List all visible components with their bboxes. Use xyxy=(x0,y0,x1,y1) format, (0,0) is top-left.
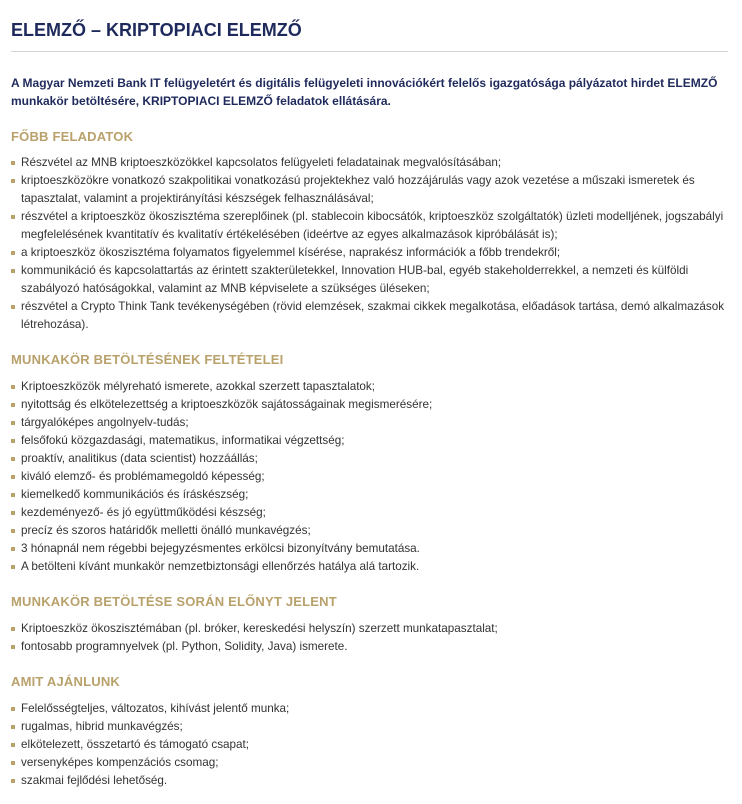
square-bullet-icon xyxy=(11,475,15,479)
list-item-text: Kriptoeszközök mélyreható ismerete, azokkal szerzett tapasztalatok; xyxy=(21,380,376,393)
list-item xyxy=(11,558,731,576)
list-item xyxy=(11,154,731,172)
square-bullet-icon xyxy=(11,707,15,711)
list-item-text: részvétel a kriptoeszköz ökoszisztéma szereplőinek (pl. stablecoin kibocsátók, kriptoeszköz szolgáltatók) üzleti modelljének, jogszabályi megfelelésének kvantitatív és kvalitatív értékelésében (ideértve az egyes alkalmazások kipróbálását is); xyxy=(21,210,724,241)
page-title: ELEMZŐ – KRIPTOPIACI ELEMZŐ xyxy=(11,0,728,52)
list-item xyxy=(11,754,731,772)
list-item xyxy=(11,718,731,736)
main-tasks-section xyxy=(11,129,731,334)
list-item-text: tárgyalóképes angolnyelv-tudás; xyxy=(21,416,189,429)
requirements-section xyxy=(11,352,731,576)
square-bullet-icon xyxy=(11,493,15,497)
list-item-text: kriptoeszközökre vonatkozó szakpolitikai vonatkozású projektekhez való hozzájárulás vagy azok vezetése a műszaki ismeretek és tapasztalat, valamint a projektirányítási készségek felhasználásával; xyxy=(21,174,695,205)
square-bullet-icon xyxy=(11,645,15,649)
bullet-list xyxy=(11,700,731,790)
list-item xyxy=(11,772,731,790)
list-item-text: nyitottság és elkötelezettség a kriptoeszközök sajátosságainak megismerésére; xyxy=(21,398,433,411)
list-item-text: kiváló elemző- és problémamegoldó képesség; xyxy=(21,470,265,483)
square-bullet-icon xyxy=(11,269,15,273)
square-bullet-icon xyxy=(11,457,15,461)
list-item xyxy=(11,298,731,334)
list-item xyxy=(11,504,731,522)
list-item-text: rugalmas, hibrid munkavégzés; xyxy=(21,720,183,733)
sections-container xyxy=(11,129,731,790)
square-bullet-icon xyxy=(11,179,15,183)
list-item-text: felsőfokú közgazdasági, matematikus, informatikai végzettség; xyxy=(21,434,345,447)
square-bullet-icon xyxy=(11,547,15,551)
list-item-text: versenyképes kompenzációs csomag; xyxy=(21,756,219,769)
list-item xyxy=(11,450,731,468)
list-item-text: a kriptoeszköz ökoszisztéma folyamatos figyelemmel kísérése, naprakész információk a főbb trendekről; xyxy=(21,246,561,259)
section-heading: FŐBB FELADATOK xyxy=(11,129,134,144)
square-bullet-icon xyxy=(11,565,15,569)
list-item-text: Részvétel az MNB kriptoeszközökkel kapcsolatos felügyeleti feladatainak megvalósításában; xyxy=(21,156,502,169)
square-bullet-icon xyxy=(11,725,15,729)
list-item xyxy=(11,378,731,396)
list-item xyxy=(11,172,731,208)
list-item xyxy=(11,432,731,450)
square-bullet-icon xyxy=(11,385,15,389)
list-item xyxy=(11,208,731,244)
square-bullet-icon xyxy=(11,529,15,533)
list-item-text: részvétel a Crypto Think Tank tevékenységében (rövid elemzések, szakmai cikkek megalkotása, előadások tartása, demó alkalmazások létrehozása). xyxy=(21,300,725,331)
list-item xyxy=(11,396,731,414)
square-bullet-icon xyxy=(11,627,15,631)
square-bullet-icon xyxy=(11,215,15,219)
list-item xyxy=(11,414,731,432)
square-bullet-icon xyxy=(11,743,15,747)
list-item-text: proaktív, analitikus (data scientist) hozzáállás; xyxy=(21,452,258,465)
list-item xyxy=(11,486,731,504)
list-item xyxy=(11,244,731,262)
list-item-text: 3 hónapnál nem régebbi bejegyzésmentes erkölcsi bizonyítvány bemutatása. xyxy=(21,542,420,555)
list-item xyxy=(11,540,731,558)
square-bullet-icon xyxy=(11,511,15,515)
bullet-list xyxy=(11,620,731,656)
list-item-text: precíz és szoros határidők melletti önálló munkavégzés; xyxy=(21,524,311,537)
list-item-text: Kriptoeszköz ökoszisztémában (pl. bróker, kereskedési helyszín) szerzett munkatapasztalat; xyxy=(21,622,498,635)
square-bullet-icon xyxy=(11,439,15,443)
list-item xyxy=(11,736,731,754)
square-bullet-icon xyxy=(11,761,15,765)
square-bullet-icon xyxy=(11,305,15,309)
list-item xyxy=(11,700,731,718)
square-bullet-icon xyxy=(11,403,15,407)
section-heading: AMIT AJÁNLUNK xyxy=(11,674,120,689)
section-heading: MUNKAKÖR BETÖLTÉSÉNEK FELTÉTELEI xyxy=(11,352,284,367)
list-item-text: fontosabb programnyelvek (pl. Python, Solidity, Java) ismerete. xyxy=(21,640,348,653)
bullet-list xyxy=(11,154,731,334)
square-bullet-icon xyxy=(11,421,15,425)
list-item-text: kezdeményező- és jó együttműködési készség; xyxy=(21,506,266,519)
list-item-text: kiemelkedő kommunikációs és íráskészség; xyxy=(21,488,249,501)
list-item-text: szakmai fejlődési lehetőség. xyxy=(21,774,168,787)
list-item xyxy=(11,638,731,656)
square-bullet-icon xyxy=(11,779,15,783)
intro-text: A Magyar Nemzeti Bank IT felügyeletért és digitális felügyeleti innovációkért felelős igazgatósága pályázatot hirdet ELEMZŐ munkakör betöltésére, KRIPTOPIACI ELEMZŐ feladatok ellátására. xyxy=(11,76,718,108)
square-bullet-icon xyxy=(11,161,15,165)
list-item xyxy=(11,522,731,540)
advantages-section xyxy=(11,594,731,656)
section-heading: MUNKAKÖR BETÖLTÉSE SORÁN ELŐNYT JELENT xyxy=(11,594,337,609)
list-item-text: kommunikáció és kapcsolattartás az érintett szakterületekkel, Innovation HUB-bal, egyéb stakeholderrekkel, a nemzeti és külföldi szabályozó hatóságokkal, valamint az MNB képviselete a szükséges üléseken; xyxy=(21,264,689,295)
list-item xyxy=(11,468,731,486)
square-bullet-icon xyxy=(11,251,15,255)
list-item xyxy=(11,262,731,298)
list-item xyxy=(11,620,731,638)
list-item-text: elkötelezett, összetartó és támogató csapat; xyxy=(21,738,250,751)
offer-section xyxy=(11,674,731,790)
list-item-text: Felelősségteljes, változatos, kihívást jelentő munka; xyxy=(21,702,290,715)
list-item-text: A betölteni kívánt munkakör nemzetbiztonsági ellenőrzés hatálya alá tartozik. xyxy=(21,560,420,573)
bullet-list xyxy=(11,378,731,576)
